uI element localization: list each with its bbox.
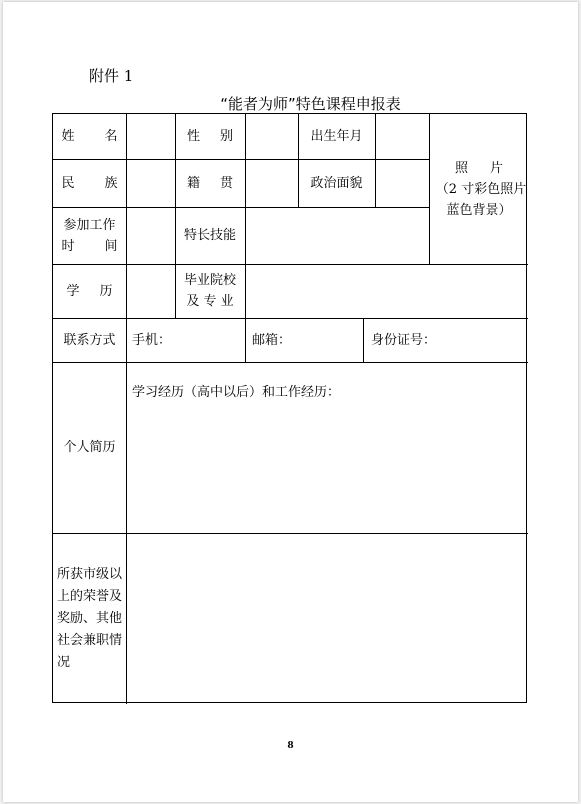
work-start-label-char: 时	[61, 238, 75, 254]
phone-field[interactable]	[132, 318, 242, 362]
page-number: 8	[287, 741, 294, 751]
school-major-value[interactable]	[245, 264, 528, 318]
skill-value[interactable]	[245, 207, 429, 264]
work-start-value[interactable]	[126, 207, 175, 264]
photo-background-note: 蓝色背景）	[446, 202, 512, 218]
education-value[interactable]	[126, 264, 175, 318]
form-title	[0, 93, 581, 114]
school-major-label	[175, 264, 245, 318]
gender-label	[175, 114, 245, 159]
col-divider	[363, 318, 364, 362]
native-place-label	[175, 159, 245, 207]
resume-prompt: 学习经历（高中以后）和工作经历：	[132, 385, 341, 400]
honors-value[interactable]	[127, 534, 527, 703]
native-place-value[interactable]	[245, 159, 298, 207]
school-major-label-line: 毕业院校	[183, 273, 236, 288]
ethnicity-label	[53, 159, 126, 207]
ethnicity-value[interactable]	[126, 159, 175, 207]
native-place-label-char: 籍	[187, 175, 201, 191]
email-field[interactable]	[252, 318, 362, 362]
photo-note: （2 寸彩色照片	[435, 181, 527, 197]
gender-value[interactable]	[245, 114, 298, 159]
photo-box	[430, 114, 528, 264]
photo-title	[455, 158, 503, 179]
work-start-label	[53, 207, 126, 264]
phone-label: 手机：	[132, 332, 172, 348]
gender-label-char: 别	[219, 129, 233, 144]
birth-label: 出生年月	[310, 129, 363, 144]
birth-value[interactable]	[375, 114, 429, 159]
id-number-label: 身份证号：	[371, 332, 437, 348]
education-label	[53, 264, 126, 318]
name-label-char: 姓	[61, 129, 75, 144]
ethnicity-label-char: 族	[104, 175, 118, 191]
political-status-label: 政治面貌	[310, 175, 363, 191]
name-label	[53, 114, 126, 159]
attachment-label: 附件 1	[89, 67, 134, 85]
email-label: 邮箱：	[252, 332, 292, 348]
school-major-label-line: 及 专 业	[186, 294, 234, 309]
political-status-value[interactable]	[375, 159, 429, 207]
id-number-field[interactable]	[371, 318, 521, 362]
work-start-label-char: 间	[104, 238, 118, 254]
application-form-table	[52, 113, 527, 703]
honors-label	[57, 533, 125, 704]
skill-label: 特长技能	[183, 228, 236, 243]
contact-label: 联系方式	[63, 332, 116, 348]
name-value[interactable]	[126, 114, 175, 159]
work-start-label-line: 参加工作	[63, 217, 116, 233]
photo-title-char: 照	[455, 160, 469, 176]
resume-field[interactable]	[132, 382, 522, 404]
name-label-char: 名	[104, 129, 118, 144]
form-title-text: “能者为师”特色课程申报表	[220, 95, 401, 113]
ethnicity-label-char: 民	[61, 175, 75, 191]
native-place-label-char: 贯	[219, 175, 233, 191]
resume-label: 个人简历	[63, 440, 116, 455]
education-label-char: 历	[99, 283, 113, 299]
photo-title-char: 片	[489, 160, 503, 176]
education-label-char: 学	[66, 283, 80, 299]
honors-label-text: 所获市级以上的荣誉及奖励、其他社会兼职情况	[57, 566, 123, 670]
gender-label-char: 性	[187, 129, 201, 144]
